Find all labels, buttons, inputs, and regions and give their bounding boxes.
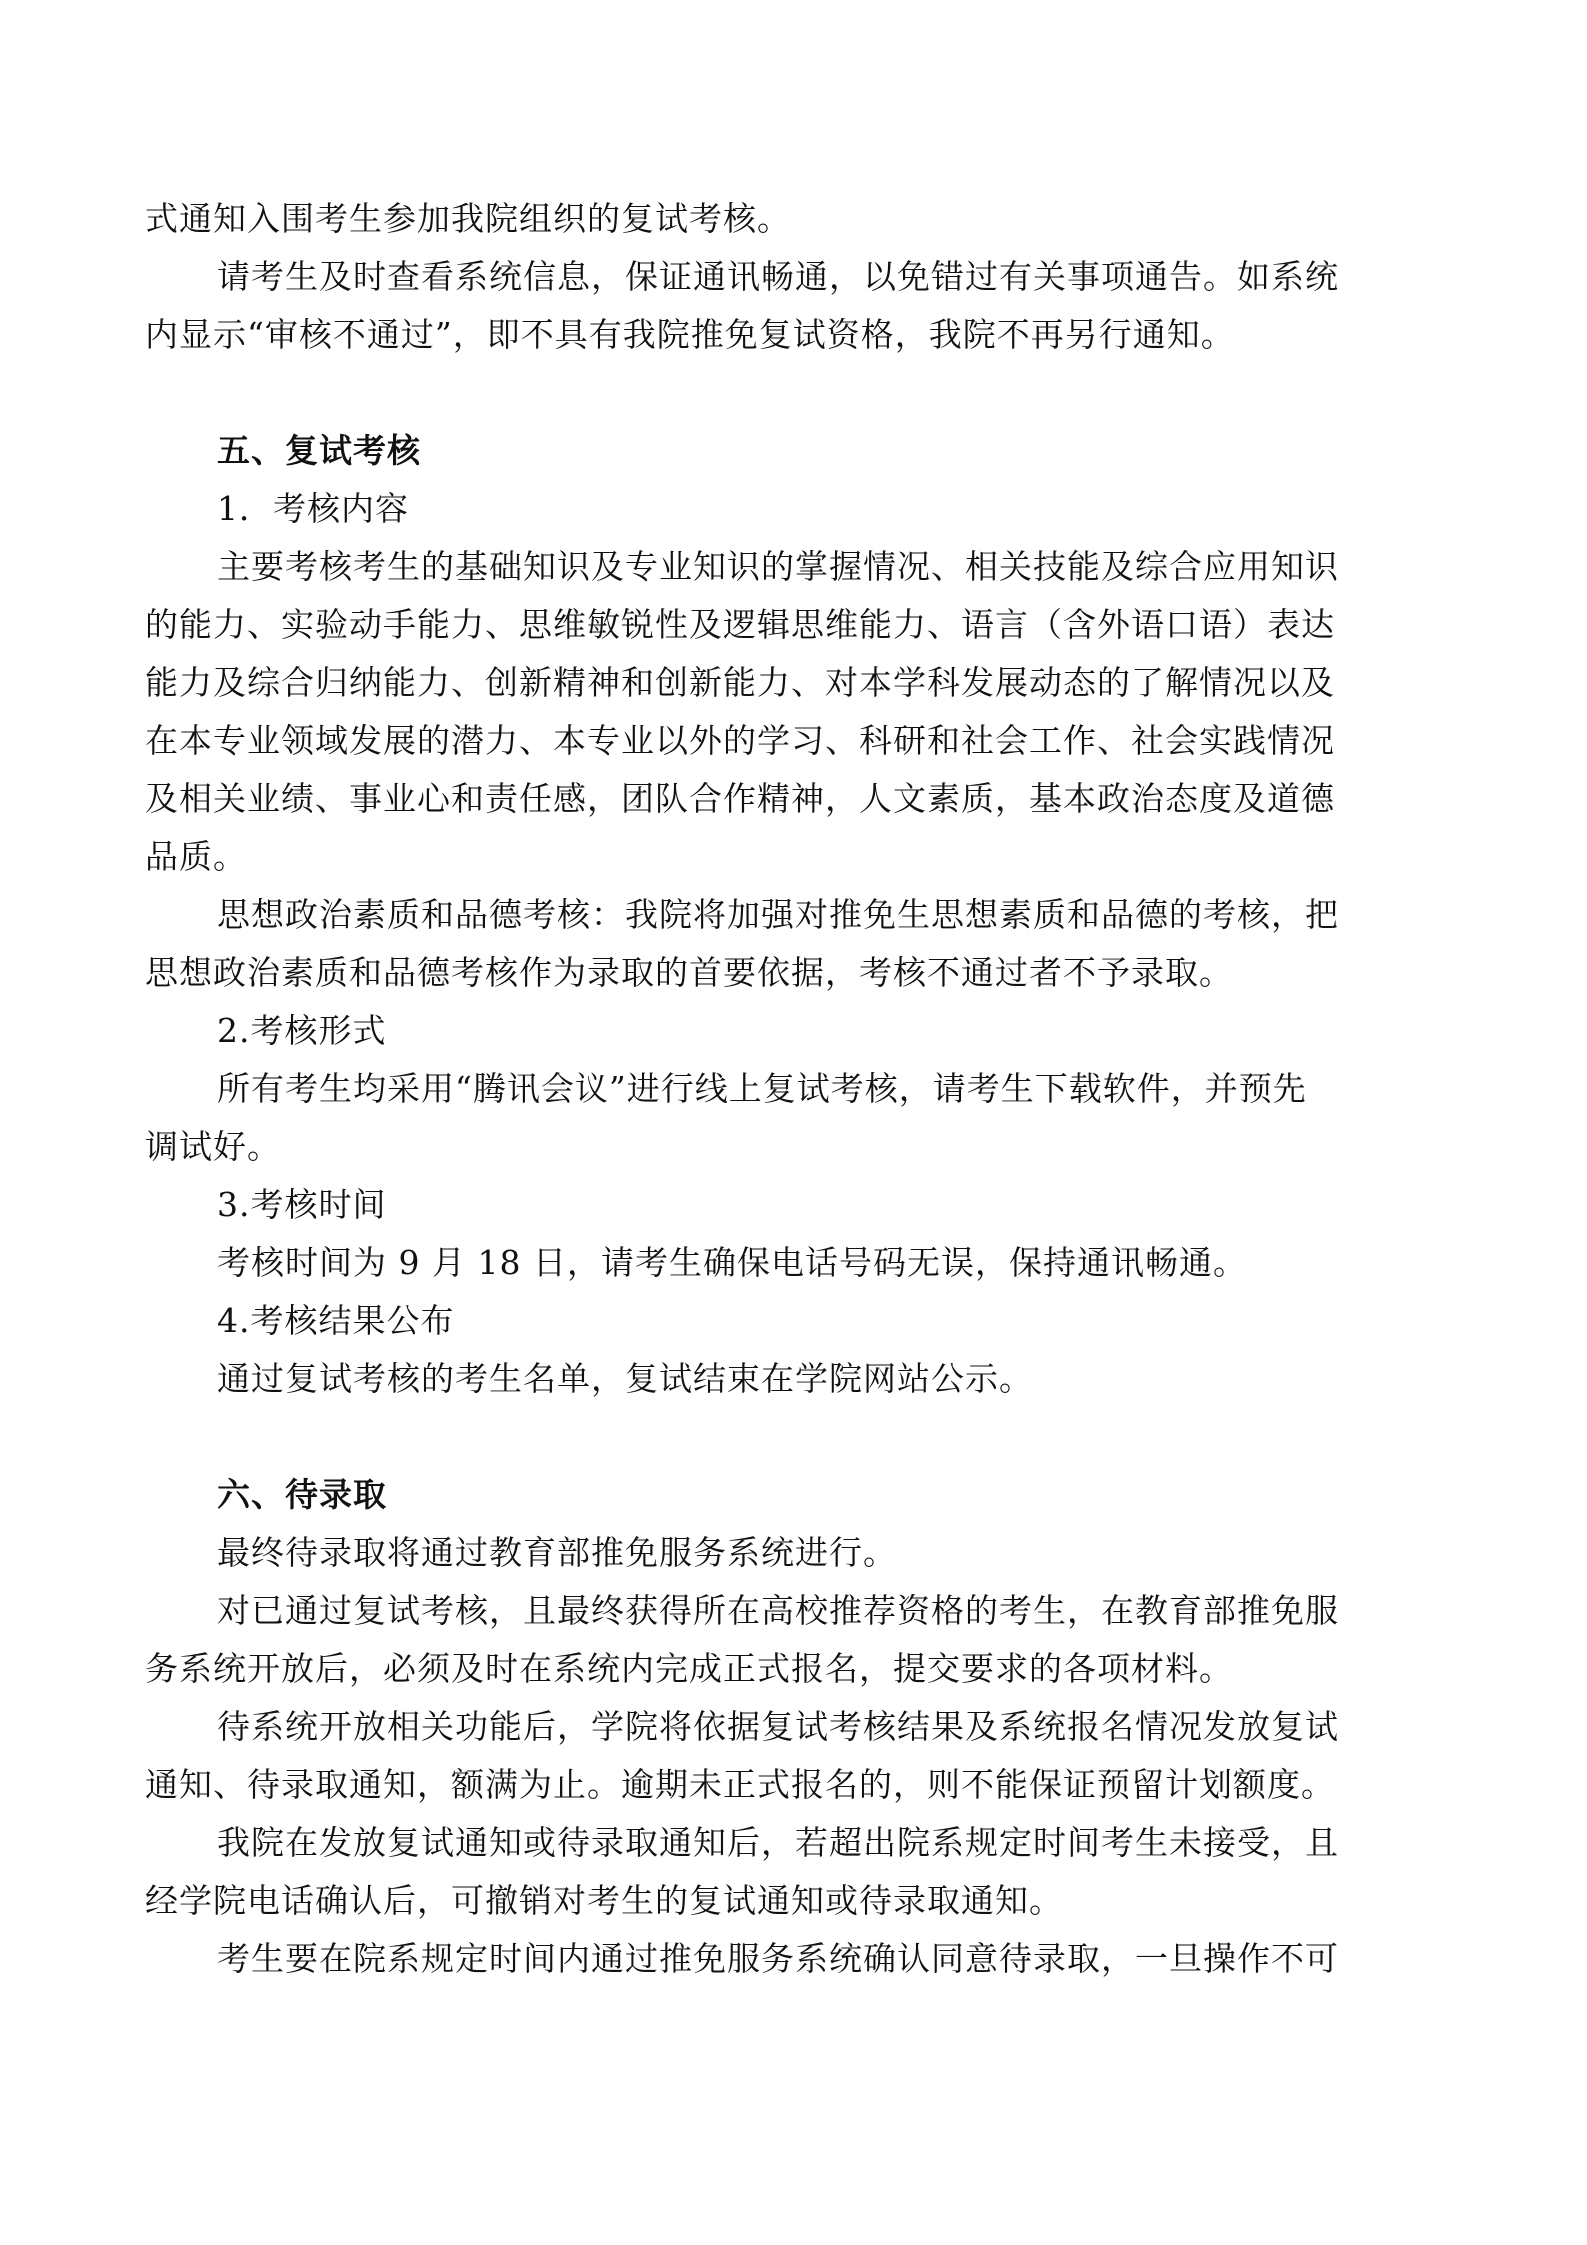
paragraph-line: 所有考生均采用“腾讯会议”进行线上复试考核，请考生下载软件，并预先 [217,1069,1307,1108]
paragraph-line: 考核时间为 9 月 18 日，请考生确保电话号码无误，保持通讯畅通。 [217,1243,1247,1282]
paragraph-line: 的能力、实验动手能力、思维敏锐性及逻辑思维能力、语言（含外语口语）表达 [145,605,1335,644]
paragraph-line: 式通知入围考生参加我院组织的复试考核。 [145,199,791,238]
section-spacer [145,1408,1445,1466]
paragraph-line: 在本专业领域发展的潜力、本专业以外的学习、科研和社会工作、社会实践情况 [145,721,1335,760]
subsection-title: 1．考核内容 [217,489,409,528]
section-heading-6: 六、待录取 [217,1475,387,1514]
paragraph-line: 思想政治素质和品德考核：我院将加强对推免生思想素质和品德的考核，把 [217,895,1339,934]
section-heading-5: 五、复试考核 [217,431,421,470]
paragraph-line: 主要考核考生的基础知识及专业知识的掌握情况、相关技能及综合应用知识 [217,547,1339,586]
paragraph-line: 思想政治素质和品德考核作为录取的首要依据，考核不通过者不予录取。 [145,953,1233,992]
paragraph-line: 考生要在院系规定时间内通过推免服务系统确认同意待录取，一旦操作不可 [217,1939,1339,1978]
paragraph-line: 品质。 [145,837,247,876]
document-page [145,190,1445,1988]
paragraph-line: 务系统开放后，必须及时在系统内完成正式报名，提交要求的各项材料。 [145,1649,1233,1688]
paragraph-line: 内显示“审核不通过”，即不具有我院推免复试资格，我院不再另行通知。 [145,315,1235,354]
section-spacer [145,364,1445,422]
paragraph-line: 请考生及时查看系统信息，保证通讯畅通，以免错过有关事项通告。如系统 [217,257,1339,296]
subsection-title: 3.考核时间 [217,1185,387,1224]
subsection-title: 4.考核结果公布 [217,1301,455,1340]
paragraph-line: 最终待录取将通过教育部推免服务系统进行。 [217,1533,897,1572]
paragraph-line: 及相关业绩、事业心和责任感，团队合作精神，人文素质，基本政治态度及道德 [145,779,1335,818]
paragraph-line: 调试好。 [145,1127,281,1166]
paragraph-line: 通知、待录取通知，额满为止。逾期未正式报名的，则不能保证预留计划额度。 [145,1765,1335,1804]
subsection-title: 2.考核形式 [217,1011,387,1050]
paragraph-line: 对已通过复试考核，且最终获得所在高校推荐资格的考生，在教育部推免服 [217,1591,1339,1630]
paragraph-line: 我院在发放复试通知或待录取通知后，若超出院系规定时间考生未接受，且 [217,1823,1339,1862]
paragraph-line: 待系统开放相关功能后，学院将依据复试考核结果及系统报名情况发放复试 [217,1707,1339,1746]
paragraph-line: 经学院电话确认后，可撤销对考生的复试通知或待录取通知。 [145,1881,1063,1920]
paragraph-line: 能力及综合归纳能力、创新精神和创新能力、对本学科发展动态的了解情况以及 [145,663,1335,702]
paragraph-line: 通过复试考核的考生名单，复试结束在学院网站公示。 [217,1359,1033,1398]
